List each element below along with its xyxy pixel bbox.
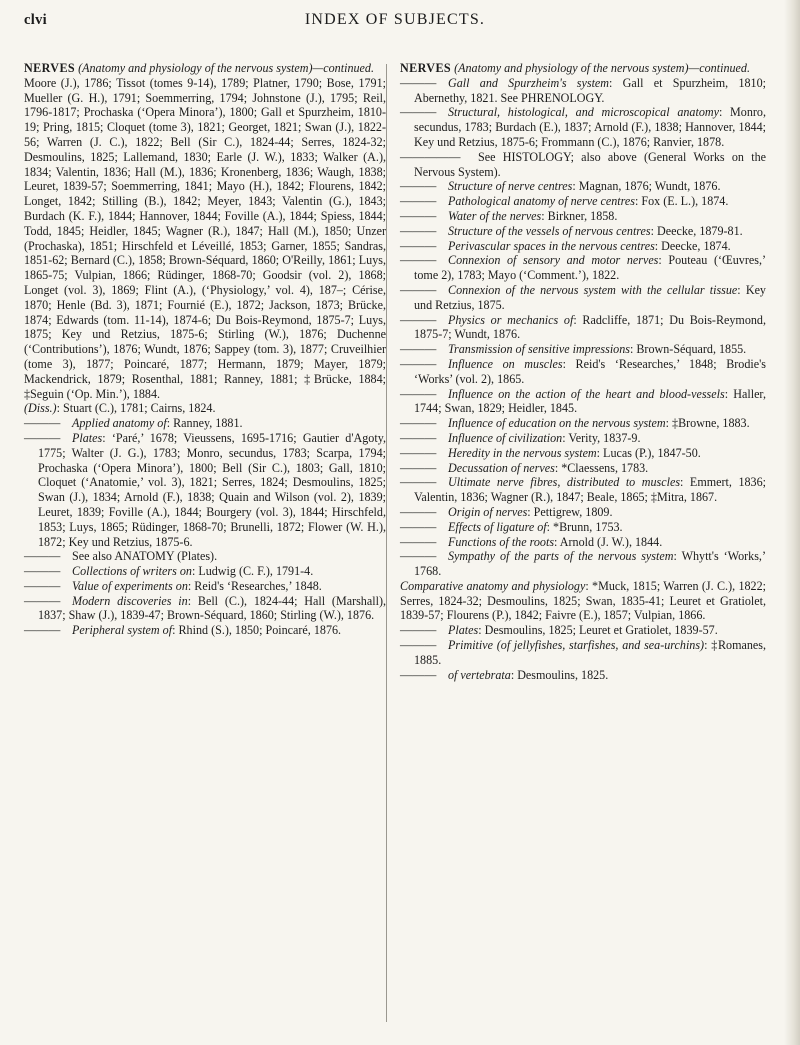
em-dash-rule: ——— [400, 504, 437, 519]
sub-entry-title: Peripheral system of [72, 623, 173, 638]
sub-entry-title: Plates [72, 430, 103, 445]
sub-entry [400, 76, 766, 106]
sub-entry [400, 623, 766, 638]
em-dash-rule: ——— [400, 75, 437, 90]
sub-entry [400, 313, 766, 343]
em-dash-rule: ——— [400, 534, 437, 549]
sub-entry-title: Modern discoveries in [72, 593, 188, 608]
sub-entry-text: : Fox (E. L.), 1874. [634, 194, 729, 209]
sub-entry-text: : ‡Browne, 1883. [665, 416, 750, 431]
headword: NERVES [400, 61, 452, 75]
sub-entry-text: See also ANATOMY (Plates). [72, 549, 218, 564]
sub-entry-title: Transmission of sensitive impressions [448, 342, 630, 357]
sub-entry-title: Ultimate nerve fibres, distributed to muscles [448, 475, 681, 490]
em-dash-rule: ——— [24, 623, 61, 638]
sub-entry-text: : *Claessens, 1783. [554, 460, 649, 475]
sub-entry-text: : Pouteau (‘Œuvres,’ tome 2), 1783; Mayo (‘Comment.’), 1822. [414, 253, 766, 283]
sub-entry [400, 416, 766, 431]
em-dash-rule: ——— [400, 475, 437, 490]
sub-entry [24, 431, 386, 549]
em-dash-rule: ——— [24, 578, 61, 593]
em-dash-rule: ——— [400, 667, 437, 682]
em-dash-rule: ——— [24, 416, 61, 431]
sub-entry [400, 387, 766, 417]
sub-entry-title: Physics or mechanics of [448, 312, 574, 327]
sub-entry-title: of vertebrata [448, 667, 511, 682]
sub-entry-title: Plates [448, 623, 479, 638]
general-works-text: Moore (J.), 1786; Tissot (tomes 9-14), 1789; Platner, 1790; Bose, 1791; Mueller (G. H.), 1791; Soemmerring, 1794; Johnstone (J.), 1795; Reil, 1796-1817; Prochaska (‘Opera Minora’), 1800; Gall et Spurzheim, 1810-19; Pring, 1815; Cloquet (tome 3), 1821; Georget, 1821; Swan (J.), 1822-56; Warren (J. C.), 1822; Bell (Sir C.), 1824-44; Serres, 1824-32; Desmoulins, 1825; Lallemand, 1830; Earle (J. W.), 1833; Walker (A.), 1834; Valentin, 1836; Hall (M.), 1836; Kronenberg, 1836; Waugh, 1838; Leuret, 1839-57; Soemmerring, 1841; Mayo (H.), 1842; Flourens, 1842; Longet, 1842; Stilling (B.), 1842; Meyer, 1843; Valentin (G.), 1843; Burdach (K. F.), 1844; Hannover, 1844; Foville (A.), 1844; Spiess, 1844; Todd, 1845; Heidler, 1845; Wagner (R.), 1847; Hall (M.), 1850; Unzer (Prochaska), 1851; Hirschfeld et Léveillé, 1853; Garner, 1855; Sandras, 1851-62; Bernard (C.), 1858; Brown-Séquard, 1860; O'Reilly, 1861; Luys, 1865-75; Vulpian, 1866; Rüdinger, 1868-70; Goodsir (vol. 2), 1868; Longet (vol. 3), 1869; Flint (A.), (‘Physiology,’ vol. 4), 187–; Cérise, 1870; Henle (Bd. 3), 1871; Fournié (E.), 1872; Jackson, 1873; Brücke, 1874; Edwards (tom. 11-14), 1874-6; Du Bois-Reymond, 1875-7; Luys, 1875; Key und Retzius, 1875-6; Stirling (W.), 1876; Duchenne (‘Contributions’), 1876; Wundt, 1876; Sappey (tom. 3), 1877; Cruveilhier (tome 3), 1877; Poincaré, 1877; Hermann, 1879; Mayer, 1879; Mackendrick, 1879; Rosenthal, 1881; Ranney, 1881; ‡Brücke, 1884; ‡Seguin (‘Op. Min.’), 1884. [24, 75, 386, 401]
sub-entry [24, 623, 386, 638]
sub-entry-text: : Desmoulins, 1825; Leuret et Gratiolet, 1839-57. [478, 623, 718, 638]
sub-entry-title: Effects of ligature of [448, 519, 547, 534]
em-dash-rule: ——— [400, 386, 437, 401]
entry-heading [400, 61, 766, 76]
sub-entry [24, 594, 386, 624]
sub-entry-title: Pathological anatomy of nerve centres [448, 194, 635, 209]
em-dash-rule: ——— [24, 564, 61, 579]
sub-entry [400, 446, 766, 461]
sub-entry-title: Functions of the roots [448, 534, 555, 549]
sub-entry-text: : Ludwig (C. F.), 1791-4. [191, 564, 314, 579]
sub-entry-title: Primitive (of jellyfishes, starfishes, and sea-urchins) [448, 638, 705, 653]
sub-entry-title: Perivascular spaces in the nervous centres [448, 238, 655, 253]
sub-entry [400, 638, 766, 668]
sub-entry [400, 150, 766, 180]
headword: NERVES [24, 61, 76, 75]
sub-entry-title: Applied anatomy of [72, 416, 167, 431]
sub-entry [400, 520, 766, 535]
em-dash-rule: ——— [400, 623, 437, 638]
em-dash-rule: ——— [400, 282, 437, 297]
em-dash-rule: ——— [400, 179, 437, 194]
em-dash-rule: ——— [400, 105, 437, 120]
sub-entry [400, 668, 766, 683]
sub-entry [400, 283, 766, 313]
sub-entry-title: Influence on the action of the heart and blood-vessels [448, 386, 725, 401]
em-dash-rule: ——— [400, 549, 437, 564]
em-dash-rule: ——— [400, 460, 437, 475]
sub-entry [400, 253, 766, 283]
em-dash-rule: ——— [400, 312, 437, 327]
sub-entry-text: : Reid's ‘Researches,’ 1848. [187, 578, 322, 593]
page-header [0, 0, 800, 40]
sub-entry-text: : Deecke, 1874. [654, 238, 731, 253]
sub-entry-text: : Desmoulins, 1825. [510, 667, 609, 682]
sub-entry-text: : Arnold (J. W.), 1844. [554, 534, 663, 549]
sub-entry-title: Collections of writers on [72, 564, 192, 579]
sub-entry-title: Origin of nerves [448, 504, 528, 519]
sub-entry-title: Sympathy of the parts of the nervous system [448, 549, 674, 564]
sub-entry-title: Connexion of sensory and motor nerves [448, 253, 659, 268]
column-divider [386, 64, 387, 1022]
sub-entry-text: : Birkner, 1858. [541, 208, 618, 223]
sub-entry-title: Connexion of the nervous system with the cellular tissue [448, 282, 738, 297]
sub-entry-text: : Emmert, 1836; Valentin, 1836; Wagner (R.), 1847; Beale, 1865; ‡Mitra, 1867. [414, 475, 766, 505]
sub-entry-text: : Rhind (S.), 1850; Poincaré, 1876. [172, 623, 342, 638]
sub-entry-text: : Bell (C.), 1824-44; Hall (Marshall), 1837; Shaw (J.), 1839-47; Brown-Séquard, 1860; Stirling (W.), 1876. [38, 593, 386, 623]
sub-entry-title: Water of the nerves [448, 208, 542, 223]
sub-entry-text: : Brown-Séquard, 1855. [629, 342, 747, 357]
em-dash-rule: ——— [400, 194, 437, 209]
sub-entry-text: : Radcliffe, 1871; Du Bois-Reymond, 1875-7; Wundt, 1876. [414, 312, 767, 342]
sub-entry [400, 239, 766, 254]
sub-entry [24, 579, 386, 594]
sub-entry-title: Structure of the vessels of nervous centres [448, 223, 651, 238]
sub-entry-text: : Deecke, 1879-81. [650, 223, 743, 238]
sub-entry-text: : Verity, 1837-9. [562, 430, 641, 445]
sub-entry [400, 357, 766, 387]
sub-entry-title: Influence of education on the nervous system [448, 416, 666, 431]
sub-entry-text: : *Brunn, 1753. [546, 519, 623, 534]
em-dash-rule: ——— [24, 549, 61, 564]
sub-entry [24, 549, 386, 564]
entry-heading [24, 61, 386, 76]
sub-entry-text: : ‡Romanes, 1885. [414, 638, 766, 667]
em-dash-rule: ——— [400, 208, 437, 223]
sub-entry-title: Gall and Spurzheim's system [448, 75, 610, 90]
sub-entry-text: : ‘Paré,’ 1678; Vieussens, 1695-1716; Gautier d'Agoty, 1775; Walter (J. G.), 1783; Monro, secundus, 1783; Scarpa, 1794; Prochaska (‘Opera Minora’), 1800; Bell (Sir C.), 1803; Gall, 1810; Cloquet (‘Anatomie,’ vol. 3), 1821; Serres, 1824; Desmoulins, 1825; Swan (J.), 1834; Arnold (F.), 1838; Quain and Wilson (vol. 2), 1839; Leuret, 1839; Foville (A.), 1844; Bourgery (vol. 3), 1844; Hirschfeld, 1853; Luys, 1865; Rüdinger, 1868-70; Brunelli, 1872; Flower (W. H.), 1872; Key und Retzius, 1875-6. [38, 430, 386, 549]
sub-entry [24, 564, 386, 579]
book-spine-shadow [784, 0, 800, 1045]
em-dash-rule: ——— [24, 593, 61, 608]
em-dash-rule: ——— [400, 342, 437, 357]
sub-entry [400, 105, 766, 149]
sub-entry [400, 194, 766, 209]
dissertations-line [24, 401, 386, 416]
sub-entry-title: Decussation of nerves [448, 460, 555, 475]
sub-entry-title: Value of experiments on [72, 578, 188, 593]
sub-entry-title: Structural, histological, and microscopical anatomy [448, 105, 719, 120]
em-dash-rule: ——— [400, 638, 437, 653]
sub-entry-title: Influence on muscles [448, 356, 563, 371]
sub-entry-text: See HISTOLOGY; also above (General Works on the Nervous System). [414, 149, 766, 179]
sub-entry-text: : Ranney, 1881. [166, 416, 243, 431]
sub-entry [400, 549, 766, 579]
heading-qualifier: (Anatomy and physiology of the nervous system)—continued. [78, 61, 374, 75]
sub-entry-title: Structure of nerve centres [448, 179, 573, 194]
sub-entry [400, 179, 766, 194]
em-dash-rule: ——— [400, 430, 437, 445]
sub-entry [24, 416, 386, 431]
diss-text: : Stuart (C.), 1781; Cairns, 1824. [56, 401, 216, 416]
em-dash-rule: ——— [400, 416, 437, 431]
em-dash-rule: ——— [24, 430, 61, 445]
comparative-entry [400, 579, 766, 623]
em-dash-rule: ——— [400, 253, 437, 268]
sub-entry-text: : Pettigrew, 1809. [527, 504, 613, 519]
sub-entry [400, 209, 766, 224]
sub-entry-text: : Key und Retzius, 1875. [414, 282, 766, 312]
sub-entry-title: Heredity in the nervous system [448, 445, 597, 460]
sub-entry-text: : Reid's ‘Researches,’ 1848; Brodie's ‘Works’ (vol. 2), 1865. [414, 356, 766, 386]
running-head: INDEX OF SUBJECTS. [304, 11, 486, 28]
left-column [24, 61, 386, 638]
right-column [400, 61, 766, 682]
sub-entry-text: : Monro, secundus, 1783; Burdach (E.), 1837; Arnold (F.), 1838; Hannover, 1844; Key und Retzius, 1875-6; Frommann (C.), 1876; Ranvier, 1878. [414, 105, 766, 149]
em-dash-rule: ——— [400, 356, 437, 371]
em-dash-rule: ——— [400, 519, 437, 534]
sub-entry-text: : Gall et Spurzheim, 1810; Abernethy, 1821. See PHRENOLOGY. [414, 75, 766, 105]
sub-entry [400, 224, 766, 239]
em-dash-rule: ——— [400, 445, 437, 460]
comparative-text: : *Muck, 1815; Warren (J. C.), 1822; Serres, 1824-32; Desmoulins, 1825; Swan, 1835-41; Leuret et Gratiolet, 1839-57; Flourens (P.), 1842; Faivre (E.), 1857; Vulpian, 1866. [400, 578, 767, 623]
diss-label: (Diss.) [24, 401, 57, 416]
em-dash-rule: ————— [400, 149, 461, 164]
sub-entry [400, 535, 766, 550]
sub-entry [400, 505, 766, 520]
sub-entry-text: : Magnan, 1876; Wundt, 1876. [572, 179, 721, 194]
sub-entry [400, 431, 766, 446]
page-number: clvi [24, 12, 47, 28]
heading-qualifier: (Anatomy and physiology of the nervous system)—continued. [454, 61, 750, 75]
sub-entry [400, 461, 766, 476]
comparative-title: Comparative anatomy and physiology [400, 578, 586, 593]
em-dash-rule: ——— [400, 223, 437, 238]
sub-entry-text: : Lucas (P.), 1847-50. [596, 445, 701, 460]
sub-entry [400, 475, 766, 505]
sub-entry-text: : Whytt's ‘Works,’ 1768. [414, 549, 766, 579]
em-dash-rule: ——— [400, 238, 437, 253]
sub-entry-title: Influence of civilization [448, 430, 563, 445]
sub-entry-text: : Haller, 1744; Swan, 1829; Heidler, 1845. [414, 386, 767, 416]
sub-entry [400, 342, 766, 357]
